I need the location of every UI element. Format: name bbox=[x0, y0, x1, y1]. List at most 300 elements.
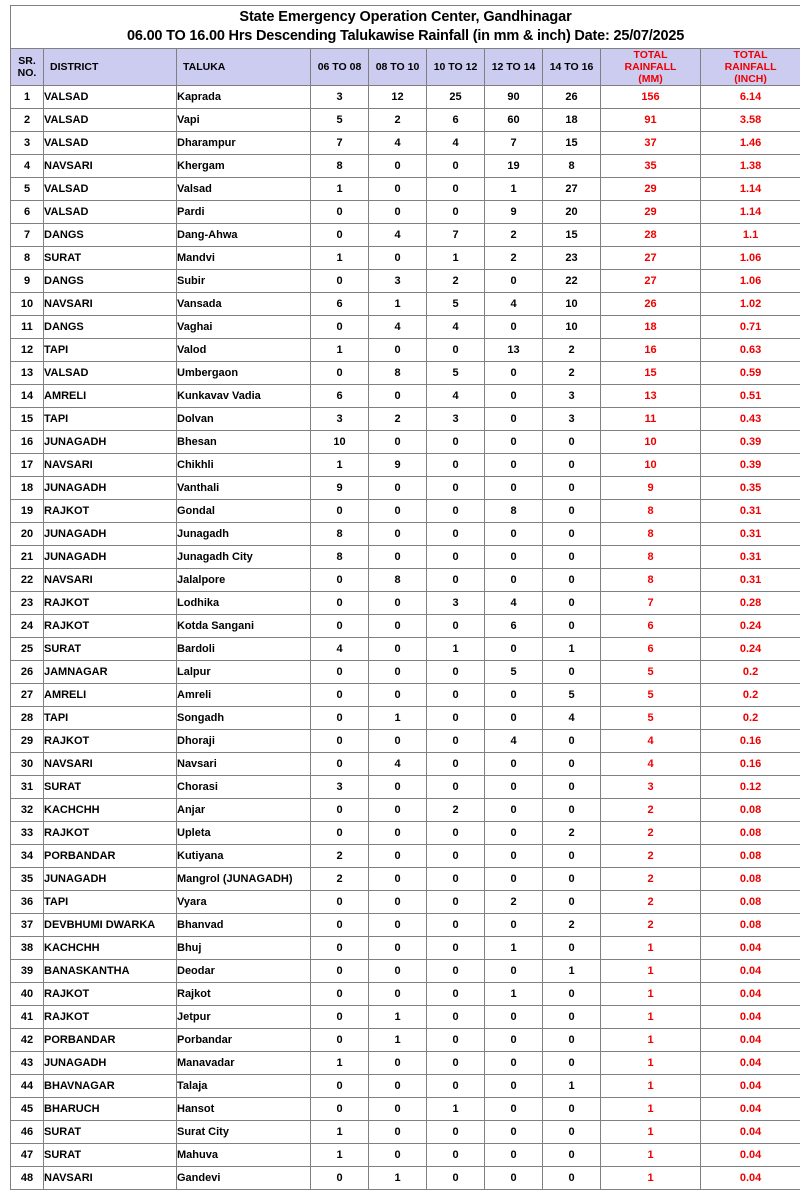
cell-district: JUNAGADH bbox=[44, 431, 177, 454]
cell-slot-06-08: 1 bbox=[311, 1121, 369, 1144]
cell-slot-10-12: 7 bbox=[427, 224, 485, 247]
cell-slot-12-14: 0 bbox=[485, 546, 543, 569]
cell-total-mm: 11 bbox=[601, 408, 701, 431]
cell-sr-no: 33 bbox=[11, 822, 44, 845]
cell-taluka: Vapi bbox=[177, 109, 311, 132]
cell-slot-06-08: 0 bbox=[311, 753, 369, 776]
table-row bbox=[11, 477, 800, 500]
cell-slot-10-12: 0 bbox=[427, 1075, 485, 1098]
cell-taluka: Deodar bbox=[177, 960, 311, 983]
cell-slot-14-16: 0 bbox=[543, 983, 601, 1006]
cell-slot-14-16: 0 bbox=[543, 1006, 601, 1029]
column-header-district: DISTRICT bbox=[44, 49, 177, 86]
cell-slot-10-12: 0 bbox=[427, 1167, 485, 1190]
table-row bbox=[11, 1006, 800, 1029]
cell-taluka: Chikhli bbox=[177, 454, 311, 477]
cell-total-mm: 5 bbox=[601, 707, 701, 730]
cell-total-inch: 0.08 bbox=[701, 822, 800, 845]
cell-slot-06-08: 0 bbox=[311, 500, 369, 523]
cell-slot-06-08: 1 bbox=[311, 339, 369, 362]
cell-sr-no: 14 bbox=[11, 385, 44, 408]
cell-slot-06-08: 0 bbox=[311, 960, 369, 983]
cell-total-mm: 1 bbox=[601, 1098, 701, 1121]
cell-slot-14-16: 8 bbox=[543, 155, 601, 178]
cell-slot-06-08: 0 bbox=[311, 592, 369, 615]
cell-total-inch: 0.31 bbox=[701, 523, 800, 546]
cell-slot-06-08: 8 bbox=[311, 546, 369, 569]
table-row bbox=[11, 1029, 800, 1052]
cell-slot-12-14: 0 bbox=[485, 753, 543, 776]
cell-slot-06-08: 0 bbox=[311, 983, 369, 1006]
cell-total-inch: 0.08 bbox=[701, 845, 800, 868]
cell-sr-no: 17 bbox=[11, 454, 44, 477]
cell-slot-10-12: 5 bbox=[427, 362, 485, 385]
cell-slot-06-08: 0 bbox=[311, 201, 369, 224]
cell-slot-10-12: 2 bbox=[427, 799, 485, 822]
cell-slot-12-14: 0 bbox=[485, 523, 543, 546]
cell-total-mm: 3 bbox=[601, 776, 701, 799]
cell-slot-08-10: 0 bbox=[369, 1052, 427, 1075]
cell-slot-08-10: 3 bbox=[369, 270, 427, 293]
table-row bbox=[11, 270, 800, 293]
cell-taluka: Khergam bbox=[177, 155, 311, 178]
cell-sr-no: 43 bbox=[11, 1052, 44, 1075]
cell-taluka: Lodhika bbox=[177, 592, 311, 615]
cell-district: RAJKOT bbox=[44, 822, 177, 845]
cell-sr-no: 12 bbox=[11, 339, 44, 362]
cell-sr-no: 40 bbox=[11, 983, 44, 1006]
cell-slot-10-12: 0 bbox=[427, 1052, 485, 1075]
cell-district: VALSAD bbox=[44, 178, 177, 201]
cell-district: NAVSARI bbox=[44, 454, 177, 477]
column-header-total-inch bbox=[701, 49, 800, 86]
cell-slot-06-08: 4 bbox=[311, 638, 369, 661]
cell-sr-no: 39 bbox=[11, 960, 44, 983]
cell-sr-no: 45 bbox=[11, 1098, 44, 1121]
cell-slot-12-14: 4 bbox=[485, 730, 543, 753]
cell-total-inch: 0.51 bbox=[701, 385, 800, 408]
cell-slot-12-14: 0 bbox=[485, 454, 543, 477]
cell-total-mm: 5 bbox=[601, 684, 701, 707]
table-row bbox=[11, 960, 800, 983]
cell-total-mm: 27 bbox=[601, 247, 701, 270]
cell-district: SURAT bbox=[44, 1121, 177, 1144]
cell-slot-10-12: 0 bbox=[427, 1121, 485, 1144]
cell-slot-08-10: 0 bbox=[369, 868, 427, 891]
cell-slot-14-16: 20 bbox=[543, 201, 601, 224]
cell-total-mm: 2 bbox=[601, 799, 701, 822]
cell-slot-08-10: 0 bbox=[369, 546, 427, 569]
rainfall-table bbox=[10, 5, 800, 1190]
cell-slot-08-10: 0 bbox=[369, 638, 427, 661]
cell-slot-14-16: 0 bbox=[543, 891, 601, 914]
table-row bbox=[11, 822, 800, 845]
cell-slot-10-12: 0 bbox=[427, 822, 485, 845]
cell-taluka: Manavadar bbox=[177, 1052, 311, 1075]
cell-total-inch: 0.63 bbox=[701, 339, 800, 362]
cell-slot-12-14: 0 bbox=[485, 477, 543, 500]
cell-slot-14-16: 2 bbox=[543, 914, 601, 937]
cell-slot-10-12: 0 bbox=[427, 615, 485, 638]
cell-total-mm: 10 bbox=[601, 454, 701, 477]
cell-taluka: Lalpur bbox=[177, 661, 311, 684]
cell-slot-08-10: 1 bbox=[369, 293, 427, 316]
cell-district: VALSAD bbox=[44, 201, 177, 224]
table-row bbox=[11, 86, 800, 109]
cell-slot-10-12: 0 bbox=[427, 178, 485, 201]
cell-total-inch: 0.2 bbox=[701, 707, 800, 730]
cell-slot-12-14: 13 bbox=[485, 339, 543, 362]
cell-slot-12-14: 0 bbox=[485, 914, 543, 937]
cell-slot-10-12: 0 bbox=[427, 546, 485, 569]
cell-sr-no: 42 bbox=[11, 1029, 44, 1052]
cell-slot-12-14: 0 bbox=[485, 799, 543, 822]
cell-taluka: Valod bbox=[177, 339, 311, 362]
cell-district: NAVSARI bbox=[44, 569, 177, 592]
cell-taluka: Kotda Sangani bbox=[177, 615, 311, 638]
cell-taluka: Kaprada bbox=[177, 86, 311, 109]
cell-sr-no: 25 bbox=[11, 638, 44, 661]
cell-taluka: Pardi bbox=[177, 201, 311, 224]
cell-slot-12-14: 7 bbox=[485, 132, 543, 155]
cell-slot-06-08: 0 bbox=[311, 569, 369, 592]
cell-district: KACHCHH bbox=[44, 937, 177, 960]
cell-slot-10-12: 0 bbox=[427, 937, 485, 960]
table-row bbox=[11, 362, 800, 385]
cell-district: VALSAD bbox=[44, 132, 177, 155]
cell-slot-10-12: 0 bbox=[427, 454, 485, 477]
cell-taluka: Dharampur bbox=[177, 132, 311, 155]
cell-slot-12-14: 0 bbox=[485, 638, 543, 661]
cell-slot-12-14: 0 bbox=[485, 362, 543, 385]
cell-slot-08-10: 0 bbox=[369, 822, 427, 845]
cell-total-mm: 8 bbox=[601, 569, 701, 592]
cell-slot-10-12: 0 bbox=[427, 845, 485, 868]
cell-district: RAJKOT bbox=[44, 983, 177, 1006]
cell-slot-08-10: 0 bbox=[369, 914, 427, 937]
cell-slot-14-16: 0 bbox=[543, 799, 601, 822]
cell-total-mm: 1 bbox=[601, 1121, 701, 1144]
table-row bbox=[11, 408, 800, 431]
cell-total-inch: 0.04 bbox=[701, 1121, 800, 1144]
cell-slot-10-12: 0 bbox=[427, 339, 485, 362]
cell-slot-06-08: 1 bbox=[311, 454, 369, 477]
cell-sr-no: 29 bbox=[11, 730, 44, 753]
cell-slot-14-16: 0 bbox=[543, 1167, 601, 1190]
cell-slot-10-12: 0 bbox=[427, 569, 485, 592]
cell-total-mm: 4 bbox=[601, 730, 701, 753]
cell-slot-08-10: 0 bbox=[369, 661, 427, 684]
cell-slot-08-10: 0 bbox=[369, 1075, 427, 1098]
column-header-slot-12-14: 12 TO 14 bbox=[485, 49, 543, 86]
table-row bbox=[11, 638, 800, 661]
cell-slot-08-10: 0 bbox=[369, 799, 427, 822]
cell-district: SURAT bbox=[44, 638, 177, 661]
cell-slot-10-12: 25 bbox=[427, 86, 485, 109]
cell-taluka: Rajkot bbox=[177, 983, 311, 1006]
cell-sr-no: 6 bbox=[11, 201, 44, 224]
cell-district: VALSAD bbox=[44, 362, 177, 385]
cell-total-inch: 1.38 bbox=[701, 155, 800, 178]
cell-slot-08-10: 4 bbox=[369, 132, 427, 155]
cell-district: TAPI bbox=[44, 707, 177, 730]
cell-slot-12-14: 6 bbox=[485, 615, 543, 638]
cell-slot-12-14: 1 bbox=[485, 983, 543, 1006]
cell-total-inch: 1.14 bbox=[701, 201, 800, 224]
cell-slot-06-08: 8 bbox=[311, 523, 369, 546]
cell-sr-no: 31 bbox=[11, 776, 44, 799]
cell-slot-06-08: 1 bbox=[311, 178, 369, 201]
column-header-total-mm bbox=[601, 49, 701, 86]
cell-taluka: Porbandar bbox=[177, 1029, 311, 1052]
cell-slot-06-08: 0 bbox=[311, 224, 369, 247]
cell-slot-12-14: 0 bbox=[485, 868, 543, 891]
cell-slot-08-10: 0 bbox=[369, 937, 427, 960]
cell-total-inch: 0.04 bbox=[701, 1144, 800, 1167]
cell-slot-12-14: 1 bbox=[485, 178, 543, 201]
cell-total-inch: 0.08 bbox=[701, 914, 800, 937]
cell-district: JUNAGADH bbox=[44, 546, 177, 569]
cell-total-mm: 10 bbox=[601, 431, 701, 454]
cell-slot-10-12: 0 bbox=[427, 155, 485, 178]
cell-total-mm: 2 bbox=[601, 891, 701, 914]
cell-district: JAMNAGAR bbox=[44, 661, 177, 684]
cell-total-mm: 2 bbox=[601, 914, 701, 937]
cell-total-mm: 4 bbox=[601, 753, 701, 776]
cell-slot-06-08: 0 bbox=[311, 1167, 369, 1190]
table-row bbox=[11, 339, 800, 362]
cell-slot-08-10: 0 bbox=[369, 247, 427, 270]
table-row bbox=[11, 1075, 800, 1098]
cell-slot-14-16: 0 bbox=[543, 569, 601, 592]
cell-sr-no: 24 bbox=[11, 615, 44, 638]
cell-sr-no: 27 bbox=[11, 684, 44, 707]
cell-slot-14-16: 0 bbox=[543, 546, 601, 569]
cell-total-inch: 0.28 bbox=[701, 592, 800, 615]
cell-taluka: Junagadh City bbox=[177, 546, 311, 569]
cell-taluka: Vansada bbox=[177, 293, 311, 316]
cell-slot-12-14: 0 bbox=[485, 1075, 543, 1098]
cell-slot-12-14: 0 bbox=[485, 270, 543, 293]
cell-slot-06-08: 0 bbox=[311, 1006, 369, 1029]
cell-slot-10-12: 0 bbox=[427, 431, 485, 454]
cell-slot-10-12: 0 bbox=[427, 1029, 485, 1052]
cell-sr-no: 26 bbox=[11, 661, 44, 684]
cell-slot-08-10: 0 bbox=[369, 592, 427, 615]
cell-slot-08-10: 0 bbox=[369, 1121, 427, 1144]
cell-total-inch: 0.04 bbox=[701, 1029, 800, 1052]
cell-slot-10-12: 0 bbox=[427, 960, 485, 983]
table-row bbox=[11, 707, 800, 730]
title-line-1: State Emergency Operation Center, Gandhinagar bbox=[239, 9, 572, 25]
cell-slot-08-10: 0 bbox=[369, 1144, 427, 1167]
cell-slot-06-08: 8 bbox=[311, 155, 369, 178]
cell-taluka: Amreli bbox=[177, 684, 311, 707]
cell-sr-no: 18 bbox=[11, 477, 44, 500]
cell-sr-no: 35 bbox=[11, 868, 44, 891]
cell-total-mm: 5 bbox=[601, 661, 701, 684]
cell-slot-12-14: 0 bbox=[485, 1098, 543, 1121]
cell-district: DANGS bbox=[44, 224, 177, 247]
cell-slot-12-14: 4 bbox=[485, 293, 543, 316]
cell-district: JUNAGADH bbox=[44, 1052, 177, 1075]
cell-total-inch: 0.43 bbox=[701, 408, 800, 431]
cell-total-inch: 0.04 bbox=[701, 937, 800, 960]
cell-district: NAVSARI bbox=[44, 1167, 177, 1190]
cell-total-inch: 0.08 bbox=[701, 891, 800, 914]
cell-sr-no: 48 bbox=[11, 1167, 44, 1190]
cell-total-inch: 0.04 bbox=[701, 960, 800, 983]
cell-slot-08-10: 0 bbox=[369, 500, 427, 523]
cell-taluka: Gandevi bbox=[177, 1167, 311, 1190]
cell-total-mm: 1 bbox=[601, 983, 701, 1006]
cell-slot-08-10: 0 bbox=[369, 615, 427, 638]
cell-slot-08-10: 2 bbox=[369, 109, 427, 132]
table-row bbox=[11, 937, 800, 960]
cell-taluka: Dhoraji bbox=[177, 730, 311, 753]
cell-sr-no: 30 bbox=[11, 753, 44, 776]
cell-slot-12-14: 2 bbox=[485, 224, 543, 247]
cell-slot-08-10: 0 bbox=[369, 684, 427, 707]
table-row bbox=[11, 684, 800, 707]
cell-district: VALSAD bbox=[44, 86, 177, 109]
column-header-row bbox=[11, 49, 800, 86]
sr-no-line-2: NO. bbox=[17, 67, 37, 79]
cell-slot-08-10: 12 bbox=[369, 86, 427, 109]
cell-slot-06-08: 6 bbox=[311, 293, 369, 316]
cell-sr-no: 21 bbox=[11, 546, 44, 569]
cell-taluka: Gondal bbox=[177, 500, 311, 523]
cell-total-mm: 156 bbox=[601, 86, 701, 109]
cell-slot-10-12: 0 bbox=[427, 891, 485, 914]
table-row bbox=[11, 753, 800, 776]
total-inch-line-2: (INCH) bbox=[734, 73, 767, 85]
table-row bbox=[11, 224, 800, 247]
cell-slot-14-16: 15 bbox=[543, 224, 601, 247]
cell-slot-12-14: 0 bbox=[485, 569, 543, 592]
cell-taluka: Junagadh bbox=[177, 523, 311, 546]
cell-district: RAJKOT bbox=[44, 1006, 177, 1029]
cell-slot-10-12: 4 bbox=[427, 385, 485, 408]
cell-slot-10-12: 3 bbox=[427, 592, 485, 615]
column-header-taluka: TALUKA bbox=[177, 49, 311, 86]
table-row bbox=[11, 247, 800, 270]
cell-slot-12-14: 0 bbox=[485, 1029, 543, 1052]
cell-slot-06-08: 1 bbox=[311, 247, 369, 270]
cell-sr-no: 20 bbox=[11, 523, 44, 546]
cell-slot-14-16: 0 bbox=[543, 1029, 601, 1052]
cell-slot-14-16: 2 bbox=[543, 339, 601, 362]
cell-total-mm: 7 bbox=[601, 592, 701, 615]
cell-slot-10-12: 4 bbox=[427, 316, 485, 339]
total-inch-line-1: TOTAL RAINFALL bbox=[724, 49, 777, 73]
cell-slot-10-12: 0 bbox=[427, 1144, 485, 1167]
cell-sr-no: 16 bbox=[11, 431, 44, 454]
cell-slot-08-10: 8 bbox=[369, 569, 427, 592]
cell-total-mm: 29 bbox=[601, 201, 701, 224]
cell-total-inch: 0.12 bbox=[701, 776, 800, 799]
cell-slot-14-16: 18 bbox=[543, 109, 601, 132]
cell-slot-10-12: 0 bbox=[427, 201, 485, 224]
cell-slot-14-16: 27 bbox=[543, 178, 601, 201]
sr-no-line-1: SR. bbox=[18, 55, 36, 67]
cell-slot-10-12: 0 bbox=[427, 477, 485, 500]
cell-slot-12-14: 0 bbox=[485, 776, 543, 799]
cell-sr-no: 28 bbox=[11, 707, 44, 730]
cell-taluka: Anjar bbox=[177, 799, 311, 822]
cell-slot-10-12: 3 bbox=[427, 408, 485, 431]
cell-slot-14-16: 0 bbox=[543, 730, 601, 753]
cell-slot-12-14: 0 bbox=[485, 845, 543, 868]
cell-sr-no: 47 bbox=[11, 1144, 44, 1167]
cell-slot-14-16: 10 bbox=[543, 316, 601, 339]
cell-sr-no: 36 bbox=[11, 891, 44, 914]
title-row bbox=[11, 6, 800, 49]
cell-total-mm: 8 bbox=[601, 546, 701, 569]
cell-slot-06-08: 9 bbox=[311, 477, 369, 500]
table-row bbox=[11, 1052, 800, 1075]
table-row bbox=[11, 1121, 800, 1144]
cell-slot-08-10: 1 bbox=[369, 707, 427, 730]
cell-slot-08-10: 0 bbox=[369, 201, 427, 224]
cell-slot-10-12: 1 bbox=[427, 638, 485, 661]
cell-total-inch: 0.31 bbox=[701, 500, 800, 523]
cell-slot-06-08: 0 bbox=[311, 707, 369, 730]
cell-slot-14-16: 0 bbox=[543, 753, 601, 776]
cell-slot-08-10: 4 bbox=[369, 316, 427, 339]
cell-district: DEVBHUMI DWARKA bbox=[44, 914, 177, 937]
cell-slot-06-08: 3 bbox=[311, 86, 369, 109]
cell-slot-06-08: 0 bbox=[311, 270, 369, 293]
cell-total-mm: 6 bbox=[601, 615, 701, 638]
cell-slot-06-08: 6 bbox=[311, 385, 369, 408]
cell-district: JUNAGADH bbox=[44, 868, 177, 891]
cell-total-inch: 0.04 bbox=[701, 1006, 800, 1029]
cell-district: RAJKOT bbox=[44, 592, 177, 615]
cell-sr-no: 13 bbox=[11, 362, 44, 385]
cell-sr-no: 41 bbox=[11, 1006, 44, 1029]
cell-slot-06-08: 0 bbox=[311, 891, 369, 914]
cell-taluka: Navsari bbox=[177, 753, 311, 776]
cell-total-mm: 15 bbox=[601, 362, 701, 385]
cell-total-mm: 6 bbox=[601, 638, 701, 661]
total-mm-line-1: TOTAL RAINFALL bbox=[624, 49, 677, 73]
cell-sr-no: 1 bbox=[11, 86, 44, 109]
cell-slot-12-14: 0 bbox=[485, 385, 543, 408]
cell-sr-no: 4 bbox=[11, 155, 44, 178]
table-row bbox=[11, 891, 800, 914]
cell-slot-08-10: 4 bbox=[369, 753, 427, 776]
cell-total-inch: 1.06 bbox=[701, 247, 800, 270]
table-row bbox=[11, 132, 800, 155]
table-row bbox=[11, 914, 800, 937]
cell-slot-14-16: 0 bbox=[543, 1144, 601, 1167]
table-row bbox=[11, 316, 800, 339]
cell-total-mm: 16 bbox=[601, 339, 701, 362]
cell-slot-10-12: 1 bbox=[427, 247, 485, 270]
cell-taluka: Dang-Ahwa bbox=[177, 224, 311, 247]
column-header-slot-10-12: 10 TO 12 bbox=[427, 49, 485, 86]
cell-sr-no: 7 bbox=[11, 224, 44, 247]
cell-sr-no: 46 bbox=[11, 1121, 44, 1144]
cell-total-mm: 1 bbox=[601, 1052, 701, 1075]
cell-taluka: Mandvi bbox=[177, 247, 311, 270]
cell-slot-06-08: 0 bbox=[311, 1075, 369, 1098]
cell-total-inch: 0.59 bbox=[701, 362, 800, 385]
cell-sr-no: 34 bbox=[11, 845, 44, 868]
cell-district: RAJKOT bbox=[44, 730, 177, 753]
table-row bbox=[11, 661, 800, 684]
